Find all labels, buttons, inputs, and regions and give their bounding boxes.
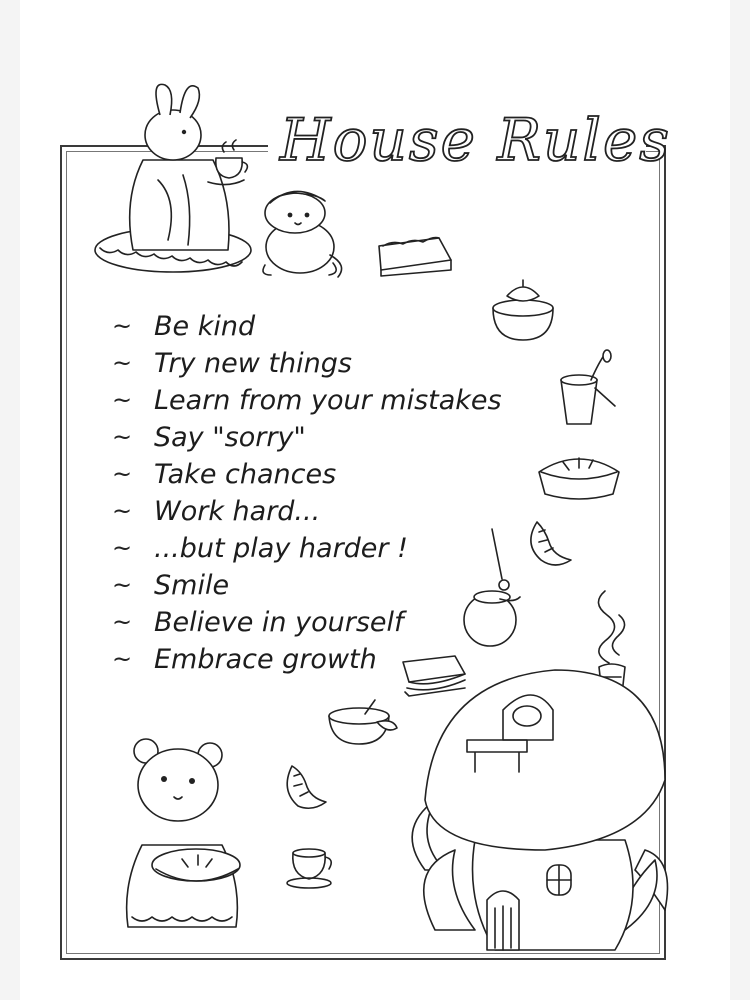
rule-bullet: ~ bbox=[112, 386, 133, 414]
rule-bullet: ~ bbox=[112, 460, 133, 488]
rule-item bbox=[112, 308, 502, 345]
rule-text: Try new things bbox=[154, 348, 352, 379]
rule-bullet: ~ bbox=[112, 349, 133, 377]
rule-text: Believe in yourself bbox=[154, 607, 404, 638]
rabbit-with-teacup-icon bbox=[88, 80, 258, 280]
rule-bullet: ~ bbox=[112, 423, 133, 451]
croissant-icon bbox=[282, 762, 332, 812]
rule-item bbox=[112, 530, 502, 567]
rule-item bbox=[112, 419, 502, 456]
bowl-with-spoon-icon bbox=[325, 698, 400, 748]
rule-text: Smile bbox=[154, 570, 230, 601]
mouse-with-bonnet-icon bbox=[245, 185, 355, 285]
rule-text: Take chances bbox=[154, 459, 337, 490]
teacup-icon bbox=[285, 845, 340, 890]
rule-bullet: ~ bbox=[112, 608, 133, 636]
rule-bullet: ~ bbox=[112, 571, 133, 599]
poster-title: House Rules bbox=[280, 106, 672, 174]
mushroom-house-icon bbox=[395, 660, 680, 960]
rule-item bbox=[112, 382, 502, 419]
rule-text: Work hard... bbox=[154, 496, 321, 527]
rule-text: Be kind bbox=[154, 311, 256, 342]
rule-bullet: ~ bbox=[112, 645, 133, 673]
rule-text: Embrace growth bbox=[154, 644, 377, 675]
rule-text: ...but play harder ! bbox=[154, 533, 408, 564]
rules-list bbox=[112, 308, 502, 678]
rule-bullet: ~ bbox=[112, 312, 133, 340]
rule-item bbox=[112, 345, 502, 382]
rule-item bbox=[112, 567, 502, 604]
cup-with-spoon-icon bbox=[555, 350, 620, 430]
pie-icon bbox=[533, 450, 625, 500]
pie-slice-icon bbox=[375, 232, 455, 282]
croissant-icon bbox=[525, 518, 575, 568]
rule-text: Say "sorry" bbox=[154, 422, 306, 453]
rule-item bbox=[112, 604, 502, 641]
acorn-bowl-icon bbox=[487, 278, 557, 343]
mouse-with-pie-icon bbox=[112, 735, 252, 935]
rule-bullet: ~ bbox=[112, 497, 133, 525]
rule-text: Learn from your mistakes bbox=[154, 385, 502, 416]
rule-item bbox=[112, 456, 502, 493]
honey-pot-icon bbox=[460, 525, 530, 650]
rule-bullet: ~ bbox=[112, 534, 133, 562]
rule-item bbox=[112, 493, 502, 530]
